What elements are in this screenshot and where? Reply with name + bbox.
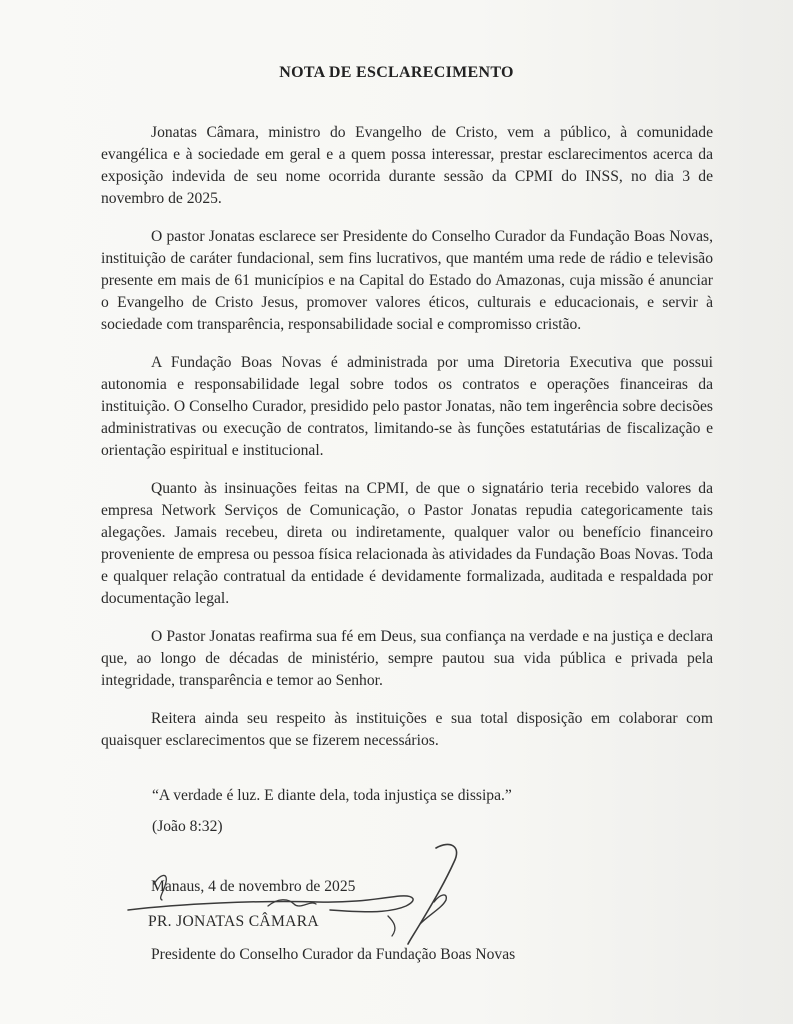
document-title: NOTA DE ESCLARECIMENTO [279, 64, 514, 81]
signer-role: Presidente do Conselho Curador da Fundação Boas Novas [151, 946, 516, 963]
bible-quote: “A verdade é luz. E diante dela, toda injustiça se dissipa.” [152, 787, 512, 804]
signer-name: PR. JONATAS CÂMARA [148, 913, 319, 930]
paragraph-2: O pastor Jonatas esclarece ser Presidente do Conselho Curador da Fundação Boas Novas, instituição de caráter fundacional, sem fins lucrativos, que mantém uma rede de rádio e televisão presente em mais de 61 municípios e na Capital do Estado do Amazonas, cuja missão é anunciar o Evangelho de Cristo Jesus, promover valores éticos, culturais e educacionais, e servir à sociedade com transparência, responsabilidade social e compromisso cristão. [101, 228, 713, 333]
paragraph-3: A Fundação Boas Novas é administrada por uma Diretoria Executiva que possui autonomia e responsabilidade legal sobre todos os contratos e operações financeiras da instituição. O Conselho Curador, presidido pelo pastor Jonatas, não tem ingerência sobre decisões administrativas ou execução de contratos, limitando-se às funções estatutárias de fiscalização e orientação espiritual e institucional. [101, 354, 713, 459]
paragraph-1: Jonatas Câmara, ministro do Evangelho de Cristo, vem a público, à comunidade evangélica e à sociedade em geral e a quem possa interessar, prestar esclarecimentos acerca da exposição indevida de seu nome ocorrida durante sessão da CPMI do INSS, no dia 3 de novembro de 2025. [101, 124, 713, 207]
paragraph-6: Reitera ainda seu respeito às instituições e sua total disposição em colaborar com quaisquer esclarecimentos que se fizerem necessários. [101, 710, 713, 749]
document-body [101, 122, 713, 768]
paragraph-4: Quanto às insinuações feitas na CPMI, de que o signatário teria recebido valores da empresa Network Serviços de Comunicação, o Pastor Jonatas repudia categoricamente tais alegações. Jamais recebeu, direta ou indiretamente, qualquer valor ou benefício financeiro proveniente de empresa ou pessoa física relacionada às atividades da Fundação Boas Novas. Toda e qualquer relação contratual da entidade é devidamente formalizada, auditada e respaldada por documentação legal. [101, 480, 713, 607]
place-and-date: Manaus, 4 de novembro de 2025 [151, 878, 356, 895]
paragraph-5: O Pastor Jonatas reafirma sua fé em Deus, sua confiança na verdade e na justiça e declara que, ao longo de décadas de ministério, sempre pautou sua vida pública e privada pela integridade, transparência e temor ao Senhor. [101, 628, 713, 689]
quote-reference: (João 8:32) [152, 818, 223, 835]
